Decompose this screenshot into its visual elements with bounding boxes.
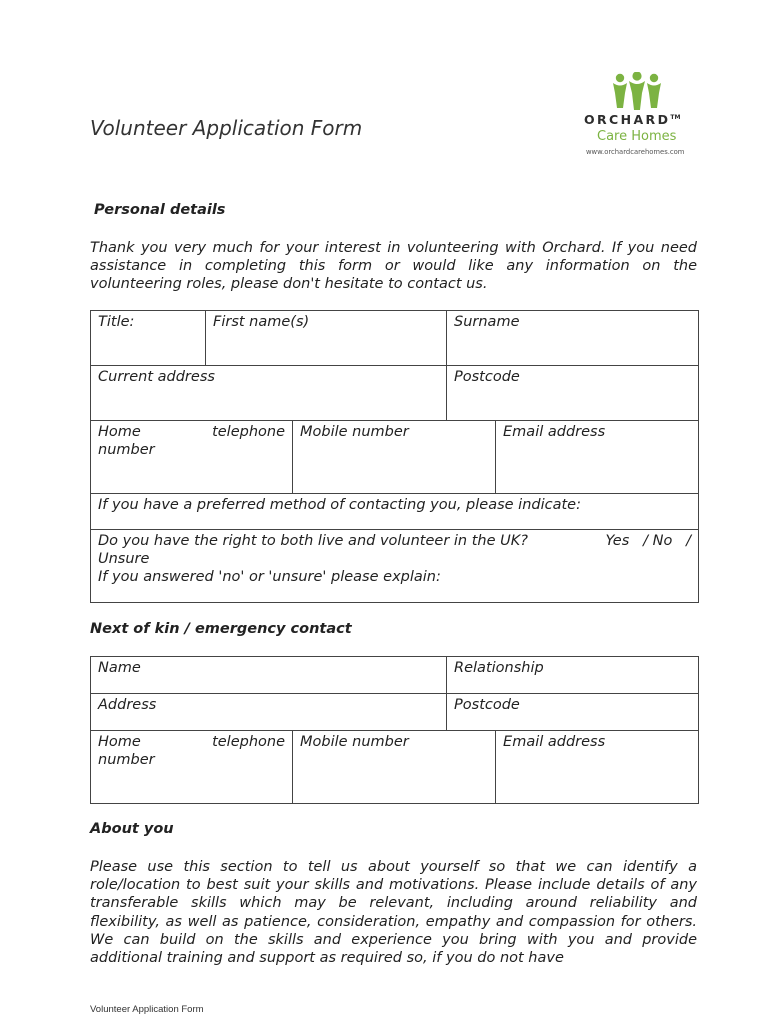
- title-field[interactable]: [91, 311, 206, 366]
- contact-method-label: If you have a preferred method of contacting you, please indicate:: [98, 497, 581, 513]
- email-address-label: Email address: [503, 424, 606, 440]
- kin-name-field[interactable]: [91, 657, 447, 694]
- explain-label: If you answered 'no' or 'unsure' please explain:: [98, 569, 441, 585]
- next-of-kin-table: [90, 656, 699, 804]
- logo-url: www.orchardcarehomes.com: [586, 148, 685, 156]
- intro-paragraph: Thank you very much for your interest in volunteering with Orchard. If you need assistance in completing this form or would like any information on the volunteering roles, please don't hesitate to contact us.: [90, 240, 697, 293]
- title-label: Title:: [98, 314, 135, 330]
- number-label: number: [98, 442, 155, 458]
- kin-postcode-field[interactable]: [447, 694, 699, 731]
- postcode-label: Postcode: [454, 369, 520, 385]
- logo-brand: ORCHARD™: [584, 112, 681, 127]
- mobile-number-label: Mobile number: [300, 424, 409, 440]
- surname-field[interactable]: [447, 311, 699, 366]
- kin-home-label: Home: [98, 734, 141, 750]
- current-address-label: Current address: [98, 369, 215, 385]
- page-footer: Volunteer Application Form: [90, 1004, 204, 1015]
- kin-email-address-field[interactable]: [496, 731, 699, 804]
- about-you-heading: About you: [90, 821, 174, 837]
- document-title: Volunteer Application Form: [90, 116, 363, 140]
- home-telephone-field[interactable]: [91, 421, 293, 494]
- kin-postcode-label: Postcode: [454, 697, 520, 713]
- first-name-label: First name(s): [213, 314, 310, 330]
- people-figures-icon: [611, 72, 663, 112]
- kin-relationship-field[interactable]: [447, 657, 699, 694]
- kin-relationship-label: Relationship: [454, 660, 544, 676]
- kin-address-field[interactable]: [91, 694, 447, 731]
- about-you-paragraph: Please use this section to tell us about yourself so that we can identify a role/location to best suit your skills and motivations. Please include details of any transferable skills which may be relevant, including around reliability and flexibility, as well as patience, consideration, empathy and compassion for others. We can build on the skills and experience you bring with you and provide additional training and support as required so, if you do not have: [90, 859, 697, 967]
- kin-mobile-number-field[interactable]: [293, 731, 496, 804]
- kin-address-label: Address: [98, 697, 157, 713]
- kin-email-address-label: Email address: [503, 734, 606, 750]
- kin-home-telephone-field[interactable]: [91, 731, 293, 804]
- email-address-field[interactable]: [496, 421, 699, 494]
- kin-name-label: Name: [98, 660, 141, 676]
- kin-number-label: number: [98, 752, 155, 768]
- telephone-label: telephone: [212, 424, 285, 440]
- kin-mobile-number-label: Mobile number: [300, 734, 409, 750]
- surname-label: Surname: [454, 314, 520, 330]
- orchard-logo: [584, 72, 694, 158]
- next-of-kin-heading: Next of kin / emergency contact: [90, 621, 352, 637]
- postcode-field[interactable]: [447, 366, 699, 421]
- personal-details-table: [90, 310, 699, 603]
- personal-details-heading: Personal details: [94, 202, 226, 218]
- logo-subtitle: Care Homes: [597, 129, 677, 144]
- right-to-volunteer-question: Do you have the right to both live and volunteer in the UK?: [98, 533, 528, 549]
- mobile-number-field[interactable]: [293, 421, 496, 494]
- contact-method-field[interactable]: [91, 494, 699, 530]
- right-to-volunteer-field[interactable]: [91, 530, 699, 603]
- current-address-field[interactable]: [91, 366, 447, 421]
- kin-telephone-label: telephone: [212, 734, 285, 750]
- first-name-field[interactable]: [206, 311, 447, 366]
- home-label: Home: [98, 424, 141, 440]
- right-to-volunteer-options: Yes / No /: [605, 533, 692, 549]
- unsure-option: Unsure: [98, 551, 150, 567]
